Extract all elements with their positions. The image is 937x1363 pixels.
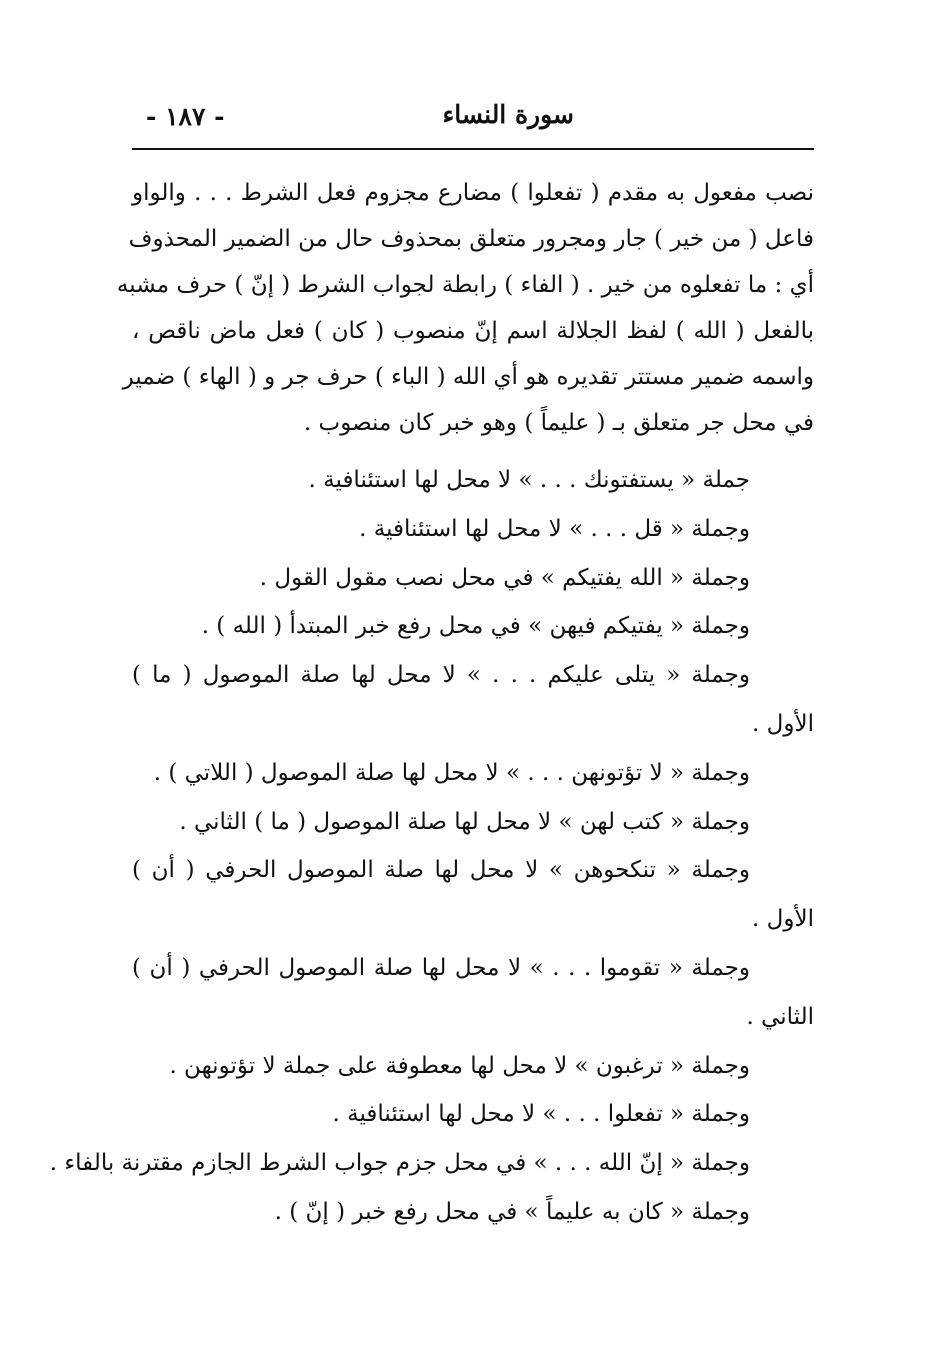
paragraph-line: أي : ما تفعلوه من خير . ( الفاء ) رابطة لجواب الشرط ( إنّ ) حرف مشبه bbox=[116, 272, 814, 298]
sentence-line: وجملة « تفعلوا . . . » لا محل لها استئنافية . bbox=[332, 1101, 750, 1128]
analysis-paragraph bbox=[116, 170, 814, 446]
sentence-continuation: الأول . bbox=[752, 710, 814, 737]
page-number: - ١٨٧ - bbox=[146, 102, 225, 131]
sentence-line: جملة « يستفتونك . . . » لا محل لها استئنافية . bbox=[308, 467, 750, 493]
sentence-line: وجملة « ترغبون » لا محل لها معطوفة على جملة لا تؤتونهن . bbox=[169, 1052, 750, 1079]
paragraph-line: فاعل ( من خير ) جار ومجرور متعلق بمحذوف حال من الضمير المحذوف bbox=[128, 226, 814, 252]
sentence-line: وجملة « الله يفتيكم » في محل نصب مقول القول . bbox=[259, 564, 750, 591]
sentence-line: وجملة « تنكحوهن » لا محل لها صلة الموصول الحرفي ( أن ) bbox=[132, 857, 750, 884]
paragraph-line: بالفعل ( الله ) لفظ الجلالة اسم إنّ منصوب ( كان ) فعل ماض ناقص ، bbox=[132, 318, 814, 344]
paragraph-line: واسمه ضمير مستتر تقديره هو أي الله ( الباء ) حرف جر و ( الهاء ) ضمير bbox=[122, 364, 814, 390]
page-header bbox=[132, 100, 814, 150]
sentence-continuation: الأول . bbox=[752, 906, 814, 933]
sentence-line: وجملة « كان به عليماً » في محل رفع خبر ( إنّ ) . bbox=[274, 1198, 750, 1225]
sentence-line: وجملة « تقوموا . . . » لا محل لها صلة الموصول الحرفي ( أن ) bbox=[132, 954, 750, 981]
sentence-line: وجملة « يفتيكم فيهن » في محل رفع خبر المبتدأ ( الله ) . bbox=[201, 613, 750, 640]
sentence-line: وجملة « كتب لهن » لا محل لها صلة الموصول ( ما ) الثاني . bbox=[179, 808, 750, 835]
sentence-line: وجملة « يتلى عليكم . . . » لا محل لها صلة الموصول ( ما ) bbox=[132, 662, 750, 689]
sentence-line: وجملة « إنّ الله . . . » في محل جزم جواب الشرط الجازم مقترنة بالفاء . bbox=[49, 1150, 750, 1177]
header-divider bbox=[132, 148, 814, 150]
paragraph-line: في محل جر متعلق بـ ( عليماً ) وهو خبر كان منصوب . bbox=[303, 410, 814, 436]
sentences-list bbox=[49, 456, 814, 1237]
sentence-line: وجملة « قل . . . » لا محل لها استئنافية . bbox=[359, 515, 750, 542]
sentence-line: وجملة « لا تؤتونهن . . . » لا محل لها صلة الموصول ( اللاتي ) . bbox=[153, 759, 750, 786]
paragraph-line: نصب مفعول به مقدم ( تفعلوا ) مضارع مجزوم فعل الشرط . . . والواو bbox=[132, 180, 814, 206]
sentence-continuation: الثاني . bbox=[746, 1003, 814, 1030]
surah-title: سورة النساء bbox=[442, 100, 574, 129]
